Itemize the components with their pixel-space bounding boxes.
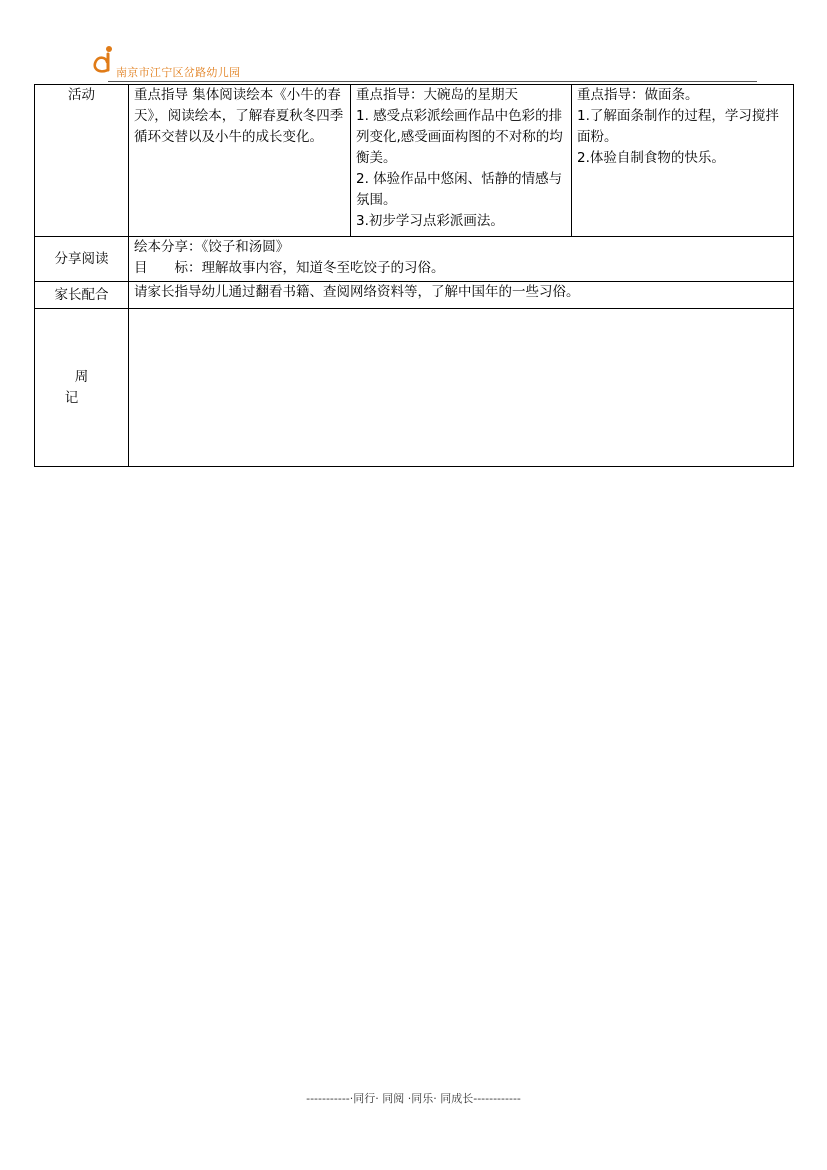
- page-footer: -----------·同行· 同阅 ·同乐· 同成长------------: [306, 1092, 521, 1105]
- activity-row: [35, 85, 794, 237]
- activity-col3-item1: 1.了解面条制作的过程，学习搅拌面粉。: [577, 108, 779, 145]
- activity-label: 活动: [35, 85, 129, 237]
- weekly-content: [129, 309, 794, 467]
- activity-col2-title: 重点指导：大碗岛的星期天: [356, 87, 518, 103]
- activity-col2-item3: 3.初步学习点彩派画法。: [356, 213, 504, 229]
- activity-col3-title: 重点指导：做面条。: [577, 87, 699, 103]
- sharing-goal: 目 标：理解故事内容，知道冬至吃饺子的习俗。: [134, 260, 445, 276]
- activity-col2-item1: 1. 感受点彩派绘画作品中色彩的排列变化,感受画面构图的不对称的均衡美。: [356, 108, 563, 166]
- parent-row: [35, 282, 794, 309]
- sharing-book: 绘本分享：《饺子和汤圆》: [134, 239, 290, 255]
- weekly-row: [35, 309, 794, 467]
- parent-content: 请家长指导幼儿通过翻看书籍、查阅网络资料等，了解中国年的一些习俗。: [129, 282, 794, 309]
- sharing-row: [35, 237, 794, 282]
- activity-col1: [129, 85, 351, 237]
- header-rule: [108, 81, 757, 82]
- activity-col2: [351, 85, 572, 237]
- page-header: [90, 44, 757, 84]
- sharing-label: 分享阅读: [35, 237, 129, 282]
- sharing-content: [129, 237, 794, 282]
- activity-col3-item2: 2.体验自制食物的快乐。: [577, 150, 725, 166]
- parent-label: 家长配合: [35, 282, 129, 309]
- weekly-label: 周记: [35, 309, 129, 467]
- activity-col3: [572, 85, 794, 237]
- activity-col1-text: 重点指导 集体阅读绘本《小牛的春天》，阅读绘本，了解春夏秋冬四季循环交替以及小牛的成长变化。: [134, 87, 344, 145]
- activity-col2-item2: 2. 体验作品中悠闲、恬静的情感与氛围。: [356, 171, 563, 208]
- school-name: 南京市江宁区岔路幼儿园: [116, 66, 241, 79]
- weekly-plan-table: [34, 84, 794, 467]
